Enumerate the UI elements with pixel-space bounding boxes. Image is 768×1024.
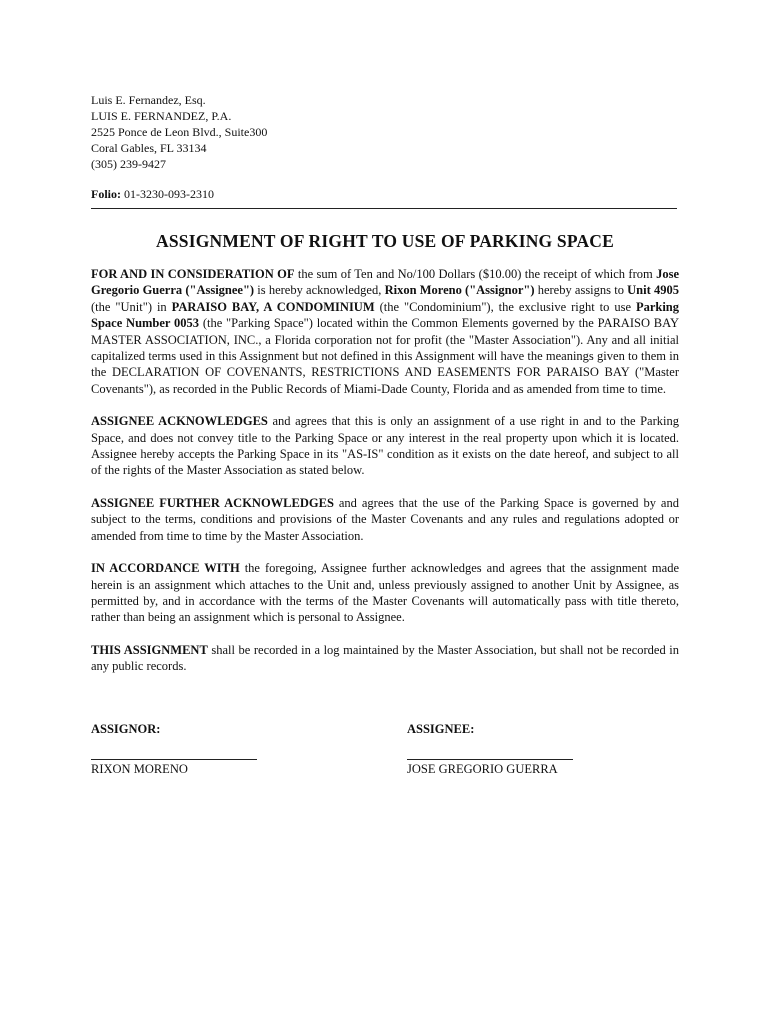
p3-lead: ASSIGNEE FURTHER ACKNOWLEDGES [91,495,334,510]
assignor-label: ASSIGNOR: [91,721,161,736]
condominium-name: PARAISO BAY, A CONDOMINIUM [171,299,375,314]
p4-text: the foregoing, Assignee further acknowledges and agrees that the assignment made herein is an assignment which attaches to the Unit and, unless previously assigned to another Unit by Assignee, as permitted by, and in accordance with the terms of the Master Covenants will automatically pass with title thereto, rather than being an assignment which is personal to Assignee. [91,561,679,625]
p4-lead: IN ACCORDANCE WITH [91,561,240,576]
assignor-party: Rixon Moreno ("Assignor") [384,283,535,298]
acknowledgement-paragraph [91,413,679,479]
p3-text: and agrees that the use of the Parking Space is governed by and subject to the terms, conditions and provisions of the Master Covenants and any rules and regulations adopted or amended from time to time by the Master Association. [91,495,679,543]
folio-number: 01-3230-093-2310 [124,187,214,201]
p1-text-5: (the "Condominium"), the exclusive right to use [374,299,636,314]
letterhead [91,92,679,172]
p1-text-3: hereby assigns to [534,283,628,298]
p2-lead: ASSIGNEE ACKNOWLEDGES [91,414,268,429]
p5-lead: THIS ASSIGNMENT [91,642,208,657]
address-city: Coral Gables, FL 33134 [91,141,207,155]
assignee-label: ASSIGNEE: [407,721,475,736]
p2-text: and agrees that this is only an assignment of a use right in and to the Parking Space, and does not convey title to the Parking Space or any interest in the real property upon which it is located. Assignee hereby accepts the Parking Space in its "AS-IS" condition as it exists on the date hereof, and subject to all of the rights of the Master Association as stated below. [91,414,679,478]
address-street: 2525 Ponce de Leon Blvd., Suite300 [91,125,268,139]
assignee-party: Jose Gregorio Guerra ("Assignee") [91,267,679,298]
further-acknowledgement-paragraph [91,495,679,544]
p1-text-4: (the "Unit") in [91,299,172,314]
assignor-signature-line [91,759,257,760]
p1-text-6: (the "Parking Space") located within the Common Elements governed by the PARAISO BAY MASTER ASSOCIATION, INC., a Florida corporation not for profit (the "Master Association"). Any and all initial capitalized terms used in this Assignment but not defined in this Assignment will have the meanings given to them in the DECLARATION OF COVENANTS, RESTRICTIONS AND EASEMENTS FOR PARAISO BAY ("Master Covenants"), as recorded in the Public Records of Miami-Dade County, Florida and as amended from time to time. [91,316,680,396]
assignor-name: RIXON MORENO [91,761,188,776]
consideration-paragraph [91,266,679,397]
accordance-paragraph [91,560,679,626]
phone-number: (305) 239-9427 [91,157,166,171]
assignee-name: JOSE GREGORIO GUERRA [407,761,558,776]
assignee-signature [407,721,573,777]
assignor-signature [91,721,257,777]
document-page [91,92,679,801]
folio-label: Folio: [91,187,121,201]
document-title: ASSIGNMENT OF RIGHT TO USE OF PARKING SPACE [155,231,614,251]
p1-text-2: is hereby acknowledged, [254,283,385,298]
unit-number: Unit 4905 [627,283,679,298]
signature-block [91,721,679,801]
p1-lead: FOR AND IN CONSIDERATION OF [91,267,295,281]
firm-name: LUIS E. FERNANDEZ, P.A. [91,109,232,123]
p1-text-1: the sum of Ten and No/100 Dollars ($10.00) the receipt of which from [294,267,657,281]
recording-paragraph [91,642,679,675]
p5-text: shall be recorded in a log maintained by the Master Association, but shall not be recorded in any public records. [91,642,679,674]
header-divider [91,208,677,209]
parking-space-number: Parking Space Number 0053 [91,299,680,331]
assignee-signature-line [407,759,573,760]
attorney-name: Luis E. Fernandez, Esq. [91,93,206,107]
folio-line [91,186,679,202]
